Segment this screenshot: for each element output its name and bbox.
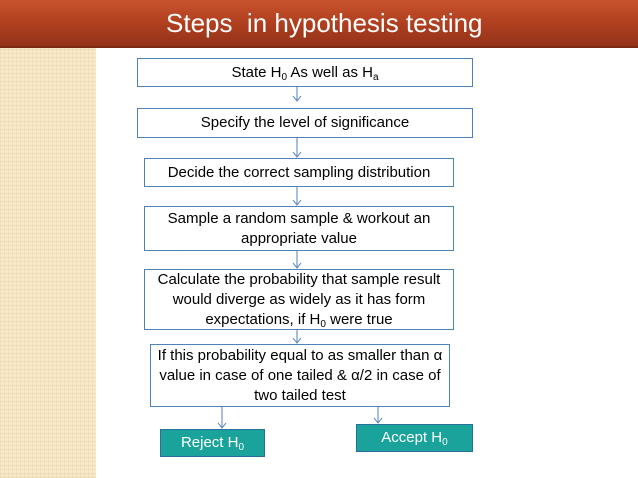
connector-arrow (293, 250, 301, 268)
step-probability-line2: would diverge as widely as it has form (172, 290, 426, 308)
reject-h0-label: Reject $H_0$ (180, 434, 245, 453)
step-state-text: State $H_0$ As well as $H_a$ (231, 63, 379, 83)
step-calculate-probability (144, 269, 454, 330)
connector-arrow (374, 406, 382, 423)
step-probability-line3: expectations, if $H_0$ were true (205, 310, 393, 330)
connector-arrow (293, 187, 301, 205)
connector-arrow (293, 137, 301, 157)
connector-arrow (218, 406, 226, 428)
step-sample-line2: appropriate value (241, 229, 357, 247)
step-significance-level (137, 108, 473, 138)
step-compare-alpha (150, 344, 450, 407)
step-sampling-distribution (144, 158, 454, 187)
step-sample-line1: Sample a random sample & workout an (167, 209, 431, 227)
accept-h0-box (356, 424, 473, 452)
step-significance-text: Specify the level of significance (200, 114, 410, 131)
step-random-sample (144, 206, 454, 251)
step-compare-line3: two tailed test (254, 386, 346, 404)
accept-h0-label: Accept $H_0$ (381, 429, 448, 448)
slide-title: Steps in hypothesis testing (166, 8, 483, 38)
step-sampling-text: Decide the correct sampling distribution (167, 163, 431, 181)
step-probability-line1: Calculate the probability that sample result (157, 270, 441, 288)
reject-h0-box (160, 429, 265, 457)
step-compare-line2: value in case of one tailed & α/2 in case of (159, 366, 441, 384)
connector-arrow (293, 86, 301, 101)
step-compare-line1: If this probability equal to as smaller than α (157, 346, 443, 364)
connector-arrow (293, 329, 301, 343)
step-state-hypotheses (137, 58, 473, 87)
